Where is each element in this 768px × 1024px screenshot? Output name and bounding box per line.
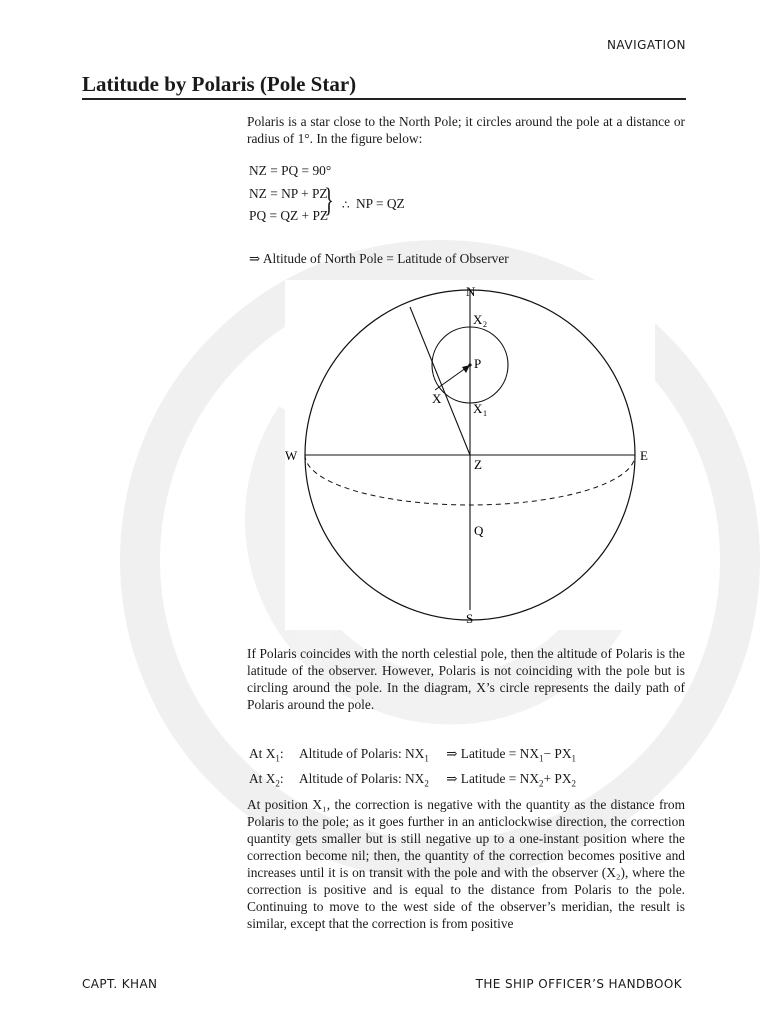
correction-paragraph: At position X₁, the correction is negative with the quantity as the distance from Polaris to the pole; as it goes further in an anticlockwise direction, the correction quantity gets smaller but is still negative up to a one-instant position where the correction become nil; then, the quantity of the correction becomes positive and increases until it is on transit with the pole and with the observer (X₂), where the correction is positive and is equal to the distance from Polaris to the pole. Continuing to move to the west side of the observer’s meridian, the result is similar, except that the correction is from positive [247,797,685,931]
section-header: NAVIGATION [606,38,686,52]
pole-point [468,363,471,366]
equation-1: NZ = PQ = 90° [249,163,332,178]
label-e: E [640,448,648,463]
intro-paragraph: Polaris is a star close to the North Pole; it circles around the pole at a distance or radius of 1°. In the figure below: [247,114,685,146]
label-x: X [432,391,442,406]
x2-latitude: ⇒ Latitude = $NX_2+ PX_2$ [446,771,577,789]
position-x2-row [249,771,576,789]
equation-3: PQ = QZ + PZ [249,208,329,223]
explanation-paragraph: If Polaris coincides with the north celestial pole, then the altitude of Polaris is the latitude of the observer. However, Polaris is not coinciding with the pole but is circling around the pole. In the diagram, X’s circle represents the daily path of Polaris around the pole. [247,646,685,712]
x1-altitude: Altitude of Polaris: $NX_1$ [299,746,429,764]
x2-position-label: At $X_2$: [249,771,284,789]
label-z: Z [474,457,482,472]
implication-line: ⇒ Altitude of North Pole = Latitude of Observer [249,251,509,266]
label-x2-sub: 2 [483,320,487,329]
page-title: Latitude by Polaris (Pole Star) [82,72,357,96]
therefore-symbol: ∴ [342,198,350,212]
label-x1-sub: 1 [483,409,487,418]
celestial-sphere-diagram [285,280,655,630]
position-x1-row [249,746,576,764]
label-w: W [285,448,298,463]
equation-2: NZ = NP + PZ [249,186,328,201]
label-n: N [466,284,476,299]
x1-position-label: At $X_1$: [249,746,284,764]
curly-brace: } [324,182,334,219]
footer-author: CAPT. KHAN [82,977,158,991]
x2-altitude: Altitude of Polaris: $NX_2$ [299,771,429,789]
label-q: Q [474,523,484,538]
label-x2: X [473,312,483,327]
title-rule [82,98,686,100]
label-p: P [474,356,482,371]
equation-result: NP = QZ [356,196,405,211]
x1-latitude: ⇒ Latitude = $NX_1- PX_1$ [446,746,577,764]
label-x1: X [473,401,483,416]
footer-book-title: THE SHIP OFFICER’S HANDBOOK [475,977,682,991]
label-s: S [466,611,474,626]
